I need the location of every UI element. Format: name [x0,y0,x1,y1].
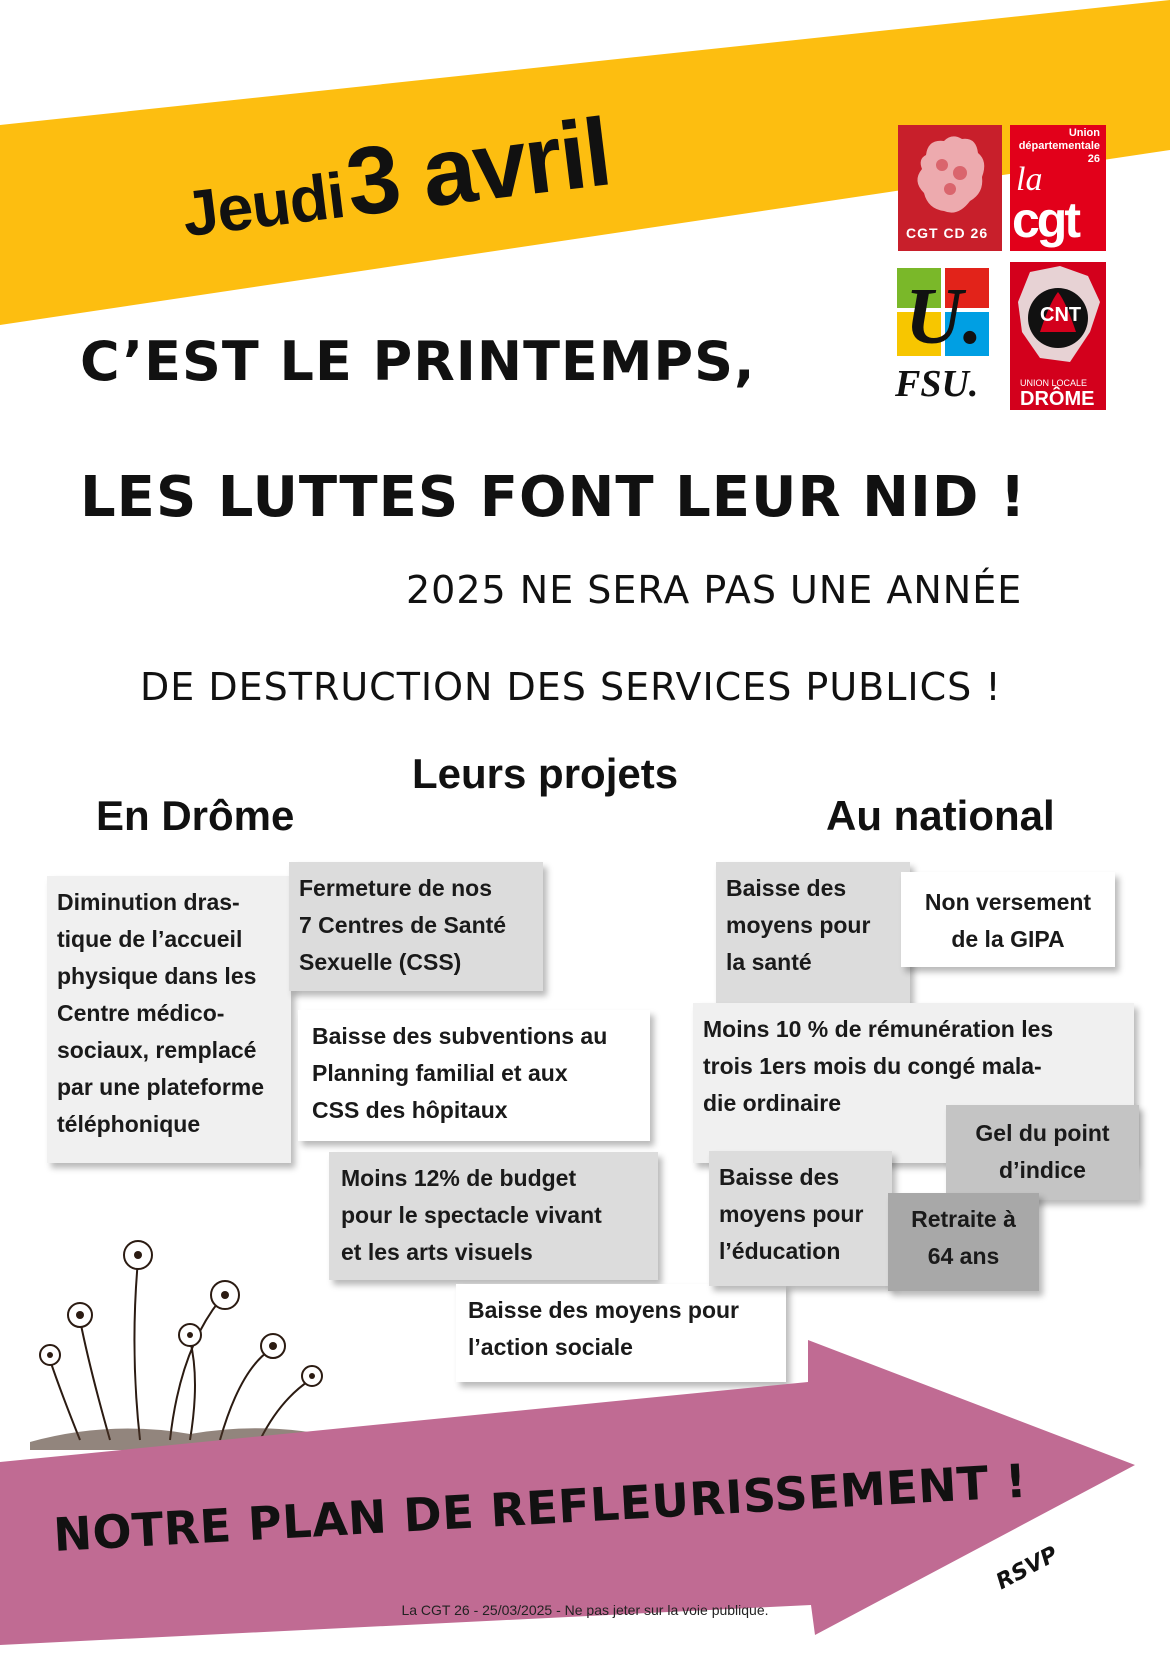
event-day-number: 3 avril [340,98,616,237]
rsvp-label: RSVP [992,1541,1063,1595]
event-day: Jeudi [178,159,349,251]
drome-item-budget-spectacle: Moins 12% de budget pour le spectacle vivant et les arts visuels [329,1152,658,1280]
cgt-departementale-label: départementale [1018,140,1100,152]
cgt-union-departementale-logo [1010,125,1106,251]
national-item-retraite: Retraite à 64 ans [888,1193,1039,1291]
national-item-point-indice: Gel du point d’indice [946,1105,1139,1200]
cgt-number-label: 26 [1087,153,1100,165]
national-item-education: Baisse des moyens pour l’éducation [709,1151,892,1286]
cnt-union-locale-logo [1010,262,1106,410]
section-title: Leurs projets [412,750,679,797]
drome-item-subventions-planning: Baisse des subventions au Planning familial et aux CSS des hôpitaux [298,1010,650,1141]
cnt-union-label: UNION LOCALE [1020,378,1088,388]
cgt-union-label: Union [1068,127,1100,139]
footer-note: La CGT 26 - 25/03/2025 - Ne pas jeter sur la voie publique. [401,1602,769,1618]
drome-column-title: En Drôme [96,792,295,839]
fsu-logo [893,262,997,406]
drome-item-accueil-physique: Diminution dras- tique de l’accueil physique dans les Centre médico- sociaux, remplacé par une plateforme téléphonique [47,876,291,1163]
slogan-text: NOTRE PLAN DE REFLEURISSEMENT ! [51,1453,1029,1562]
cgt-la-label: la [1016,161,1043,198]
cgt-cd26-logo [898,125,1002,251]
drome-item-fermeture-css: Fermeture de nos 7 Centres de Santé Sexuelle (CSS) [289,862,543,991]
headline-line-2: LES LUTTES FONT LEUR NID ! [80,465,1027,530]
national-item-sante: Baisse des moyens pour la santé [716,862,910,1005]
cd26-label: CGT CD 26 [906,225,989,241]
subheadline-line-2: DE DESTRUCTION DES SERVICES PUBLICS ! [140,665,1002,709]
drome-item-action-sociale: Baisse des moyens pour l’action sociale [456,1284,786,1382]
national-item-gipa: Non versement de la GIPA [901,872,1115,967]
national-column-title: Au national [826,792,1055,839]
cgt-name-label: cgt [1012,192,1078,248]
headline-line-1: C’EST LE PRINTEMPS, [80,330,756,393]
fsu-name-label: FSU. [895,363,979,405]
national-item-conge-maladie: Moins 10 % de rémunération les trois 1ers mois du congé mala- die ordinaire [693,1003,1134,1163]
cnt-mark-label: CNT [1040,304,1082,326]
subheadline-line-1: 2025 NE SERA PAS UNE ANNÉE [406,568,1023,612]
cnt-region-label: DRÔME [1020,388,1095,410]
fsu-u-label: U. [905,273,983,361]
